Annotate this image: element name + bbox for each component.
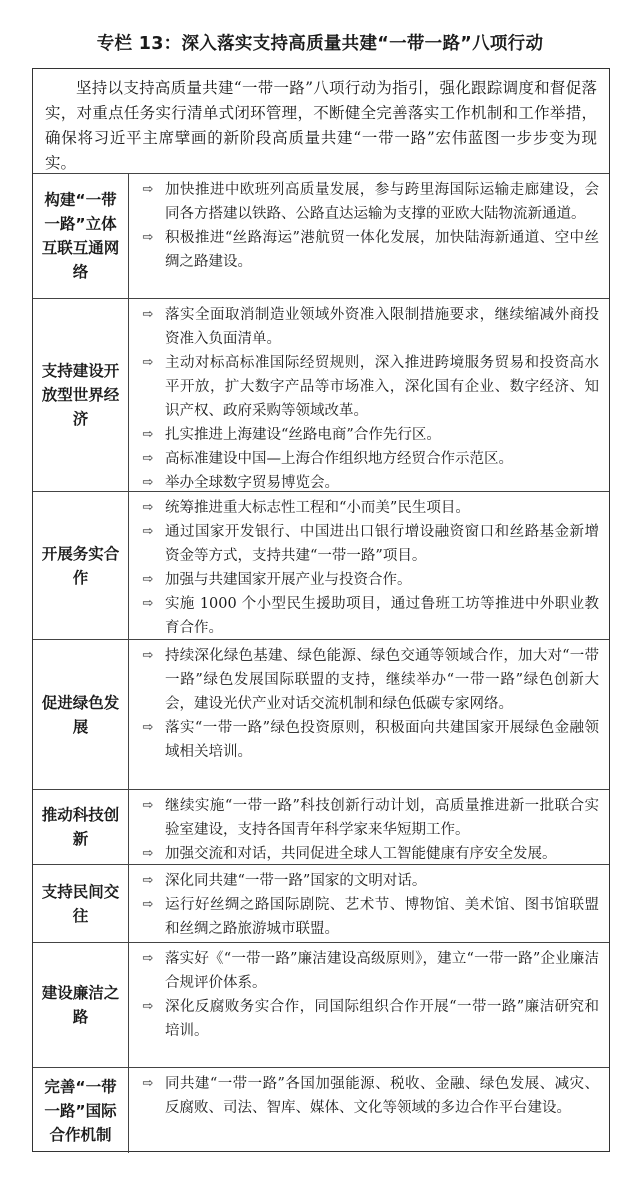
list-item-text: 扎实推进上海建设“丝路电商”合作先行区。 [165,427,441,443]
list-item [137,995,599,1043]
list-item-text: 主动对标高标准国际经贸规则，深入推进跨境服务贸易和投资高水平开放，扩大数字产品等市场准入，深化国有企业、数字经济、知识产权、政府采购等领域改革。 [165,355,599,419]
section-row [33,174,609,299]
section-items [129,943,609,1067]
list-item-text: 加快推进中欧班列高质量发展，参与跨里海国际运输走廊建设，会同各方搭建以铁路、公路直达运输为支撑的亚欧大陆物流新通道。 [165,182,599,222]
list-item [137,1072,599,1120]
section-row [33,492,609,640]
list-item [137,716,599,764]
list-item-text: 持续深化绿色基建、绿色能源、绿色交通等领域合作，加大对“一带一路”绿色发展国际联盟的支持，继续举办“一带一路”绿色创新大会，建设光伏产业对话交流机制和绿色低碳专家网络。 [165,648,599,712]
list-item-text: 积极推进“丝路海运”港航贸一体化发展，加快陆海新通道、空中丝绸之路建设。 [165,230,599,270]
section-items [129,1068,609,1153]
content-box [32,68,610,1152]
list-item-text: 统筹推进重大标志性工程和“小而美”民生项目。 [165,500,470,516]
section-label: 支持民间交往 [33,865,129,942]
hollow-arrow-bullet-icon: ⇨ [142,897,154,912]
section-row [33,1068,609,1153]
list-item-text: 实施 1000 个小型民生援助项目，通过鲁班工坊等推进中外职业教育合作。 [165,596,599,636]
list-item-text: 落实全面取消制造业领域外资准入限制措施要求，继续缩减外商投资准入负面清单。 [165,307,599,347]
list-item-text: 继续实施“一带一路”科技创新行动计划，高质量推进新一批联合实验室建设，支持各国青年科学家来华短期工作。 [165,798,599,838]
section-label: 开展务实合作 [33,492,129,639]
list-item-text: 深化同共建“一带一路”国家的文明对话。 [165,873,427,889]
list-item [137,869,599,893]
section-items [129,640,609,789]
hollow-arrow-bullet-icon: ⇨ [142,873,154,888]
intro-paragraph: 坚持以支持高质量共建“一带一路”八项行动为指引，强化跟踪调度和督促落实，对重点任务实行清单式闭环管理，不断健全完善落实工作机制和工作举措，确保将习近平主席擘画的新阶段高质量共建“一带一路”宏伟蓝图一步步变为现实。 [33,69,609,174]
hollow-arrow-bullet-icon: ⇨ [142,451,154,466]
list-item-text: 加强交流和对话，共同促进全球人工智能健康有序安全发展。 [165,846,557,862]
section-items [129,865,609,942]
section-items [129,790,609,864]
section-label: 推动科技创新 [33,790,129,864]
list-item-text: 加强与共建国家开展产业与投资合作。 [165,572,412,588]
list-item [137,178,599,226]
section-label: 建设廉洁之路 [33,943,129,1067]
hollow-arrow-bullet-icon: ⇨ [142,572,154,587]
list-item-text: 高标准建设中国—上海合作组织地方经贸合作示范区。 [165,451,513,467]
hollow-arrow-bullet-icon: ⇨ [142,720,154,735]
list-item [137,423,599,447]
section-label: 促进绿色发展 [33,640,129,789]
list-item [137,592,599,640]
list-item-text: 深化反腐败务实合作，同国际组织合作开展“一带一路”廉洁研究和培训。 [165,999,599,1039]
section-row [33,640,609,790]
list-item [137,947,599,995]
list-item [137,226,599,274]
list-item [137,303,599,351]
hollow-arrow-bullet-icon: ⇨ [142,596,154,611]
list-item-text: 落实“一带一路”绿色投资原则，积极面向共建国家开展绿色金融领域相关培训。 [165,720,599,760]
hollow-arrow-bullet-icon: ⇨ [142,355,154,370]
list-item [137,794,599,842]
list-item [137,842,599,866]
list-item [137,447,599,471]
list-item [137,893,599,941]
section-items [129,299,609,491]
section-row [33,943,609,1068]
hollow-arrow-bullet-icon: ⇨ [142,475,154,490]
list-item [137,644,599,716]
list-item [137,568,599,592]
page-title: 专栏 13：深入落实支持高质量共建“一带一路”八项行动 [96,34,544,54]
section-row [33,865,609,943]
list-item-text: 通过国家开发银行、中国进出口银行增设融资窗口和丝路基金新增资金等方式，支持共建“一带一路”项目。 [165,524,599,564]
hollow-arrow-bullet-icon: ⇨ [142,182,154,197]
section-items [129,492,609,639]
list-item [137,520,599,568]
hollow-arrow-bullet-icon: ⇨ [142,230,154,245]
section-label: 构建“一带一路”立体互联互通网络 [33,174,129,298]
list-item-text: 落实好《“一带一路”廉洁建设高级原则》，建立“一带一路”企业廉洁合规评价体系。 [165,951,599,991]
section-row [33,790,609,865]
list-item-text: 举办全球数字贸易博览会。 [165,475,339,491]
section-row [33,299,609,492]
list-item [137,496,599,520]
list-item-text: 运行好丝绸之路国际剧院、艺术节、博物馆、美术馆、图书馆联盟和丝绸之路旅游城市联盟。 [165,897,599,937]
hollow-arrow-bullet-icon: ⇨ [142,307,154,322]
section-label: 完善“一带一路”国际合作机制 [33,1068,129,1153]
hollow-arrow-bullet-icon: ⇨ [142,648,154,663]
hollow-arrow-bullet-icon: ⇨ [142,1076,154,1091]
section-items [129,174,609,298]
list-item [137,351,599,423]
section-label: 支持建设开放型世界经济 [33,299,129,491]
hollow-arrow-bullet-icon: ⇨ [142,846,154,861]
hollow-arrow-bullet-icon: ⇨ [142,524,154,539]
hollow-arrow-bullet-icon: ⇨ [142,951,154,966]
list-item-text: 同共建“一带一路”各国加强能源、税收、金融、绿色发展、减灾、反腐败、司法、智库、媒体、文化等领域的多边合作平台建设。 [165,1076,599,1116]
hollow-arrow-bullet-icon: ⇨ [142,427,154,442]
hollow-arrow-bullet-icon: ⇨ [142,999,154,1014]
hollow-arrow-bullet-icon: ⇨ [142,798,154,813]
hollow-arrow-bullet-icon: ⇨ [142,500,154,515]
